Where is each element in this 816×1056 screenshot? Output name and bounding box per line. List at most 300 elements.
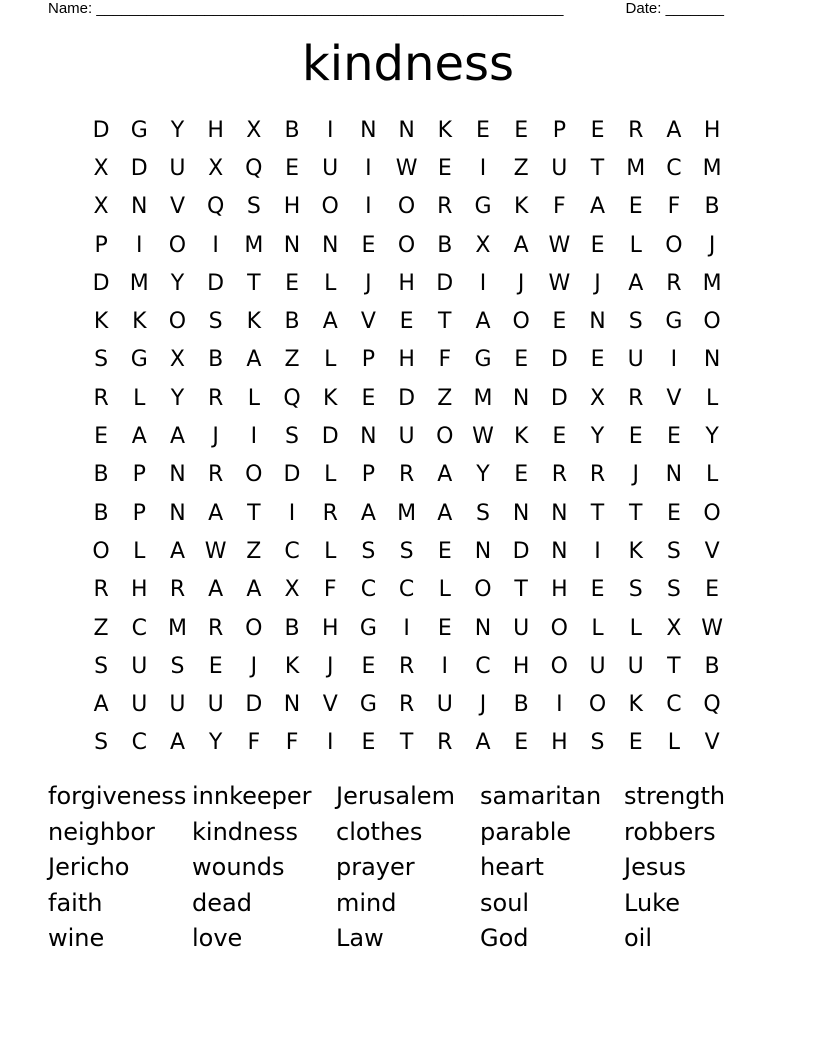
grid-letter[interactable]: E [705,577,720,603]
grid-letter[interactable]: M [473,385,493,411]
grid-letter[interactable]: E [437,155,452,181]
grid-letter[interactable]: X [475,232,491,258]
grid-letter[interactable]: Z [93,615,109,641]
grid-letter[interactable]: G [474,194,492,220]
grid-letter[interactable]: O [588,692,607,718]
grid-letter[interactable]: F [553,194,566,220]
grid-letter[interactable]: E [361,385,376,411]
grid-letter[interactable]: Y [476,462,490,488]
grid-letter[interactable]: H [398,270,415,296]
grid-letter[interactable]: U [627,653,644,679]
word-list-item: clothes [336,817,423,846]
grid-letter[interactable]: Q [206,194,225,220]
grid-letter[interactable]: N [703,347,721,373]
grid-letter[interactable]: N [665,462,683,488]
grid-letter[interactable]: I [365,194,372,220]
grid-letter[interactable]: S [170,653,185,679]
grid-letter[interactable]: B [704,194,720,220]
grid-letter[interactable]: J [708,232,716,258]
grid-letter[interactable]: G [359,692,377,718]
grid-letter[interactable]: Y [170,385,185,411]
grid-letter[interactable]: K [437,117,452,143]
grid-letter[interactable]: L [705,385,719,411]
grid-letter[interactable]: E [514,347,529,373]
grid-letter[interactable]: E [590,117,605,143]
grid-letter[interactable]: T [247,270,261,296]
grid-letter[interactable]: E [361,653,376,679]
grid-letter[interactable]: E [666,500,681,526]
word-list-item: Law [336,924,384,952]
grid-letter[interactable]: J [326,653,334,679]
word-list-item: strength [624,782,726,810]
grid-letter[interactable]: I [403,615,410,641]
grid-letter[interactable]: R [551,462,567,488]
grid-letter[interactable]: A [666,117,682,143]
grid-letter[interactable]: O [512,309,530,335]
grid-letter[interactable]: T [628,500,643,526]
grid-letter[interactable]: D [550,347,568,373]
grid-letter[interactable]: I [136,232,143,258]
grid-letter[interactable]: T [247,500,261,526]
grid-letter[interactable]: K [246,309,262,335]
grid-letter[interactable]: E [208,653,223,679]
grid-letter[interactable]: R [93,577,109,603]
grid-letter[interactable]: P [132,462,146,488]
grid-letter[interactable]: O [665,232,683,258]
grid-letter[interactable]: R [398,462,415,488]
grid-letter[interactable]: L [705,462,719,488]
grid-letter[interactable]: M [244,232,264,258]
grid-letter[interactable]: V [360,309,376,335]
grid-letter[interactable]: O [168,309,187,335]
grid-letter[interactable]: T [514,577,528,603]
grid-letter[interactable]: N [321,232,339,258]
grid-letter[interactable]: K [132,309,147,335]
grid-letter[interactable]: L [324,347,337,373]
grid-letter[interactable]: X [93,194,109,220]
grid-letter[interactable]: W [395,155,418,181]
word-list [48,779,768,957]
grid-letter[interactable]: T [667,653,681,679]
grid-letter[interactable]: R [208,462,224,488]
grid-letter[interactable]: I [479,155,487,181]
grid-letter[interactable]: F [247,730,261,756]
grid-letter[interactable]: N [512,500,530,526]
grid-letter[interactable]: C [131,615,147,641]
grid-letter[interactable]: A [513,232,529,258]
grid-letter[interactable]: V [704,538,720,564]
grid-letter[interactable]: J [212,424,219,450]
grid-letter[interactable]: O [245,462,263,488]
grid-letter[interactable]: E [514,730,529,756]
grid-letter[interactable]: T [438,309,452,335]
grid-letter[interactable]: N [474,615,492,641]
grid-letter[interactable]: E [437,615,452,641]
grid-letter[interactable]: C [131,730,147,756]
grid-letter[interactable]: D [398,385,416,411]
grid-letter[interactable]: Y [170,270,185,296]
grid-letter[interactable]: D [283,462,301,488]
grid-letter[interactable]: W [204,538,227,564]
grid-letter[interactable]: V [169,194,185,220]
grid-letter[interactable]: R [322,500,338,526]
grid-letter[interactable]: J [250,653,258,679]
grid-letter[interactable]: A [169,538,185,564]
grid-letter[interactable]: R [208,615,224,641]
grid-letter[interactable]: N [589,309,606,335]
word-list-item: mind [336,888,397,917]
grid-letter[interactable]: S [590,730,605,756]
grid-letter[interactable]: A [475,730,491,756]
grid-letter[interactable]: G [359,615,377,641]
grid-letter[interactable]: U [131,692,148,718]
grid-letter[interactable]: P [94,232,108,258]
word-list-item: robbers [624,817,716,846]
grid-letter[interactable]: S [94,653,109,679]
grid-letter[interactable]: K [628,692,643,718]
grid-letter[interactable]: Q [283,385,301,411]
grid-letter[interactable]: H [551,577,568,603]
grid-letter[interactable]: M [129,270,149,296]
grid-letter[interactable]: Y [590,424,605,450]
grid-letter[interactable]: A [169,730,185,756]
grid-letter[interactable]: X [666,615,682,641]
grid-letter[interactable]: N [551,538,568,564]
grid-letter[interactable]: D [92,117,110,143]
grid-letter[interactable]: N [474,538,492,564]
grid-letter[interactable]: W [548,232,571,258]
grid-letter[interactable]: A [131,424,147,450]
grid-letter[interactable]: K [513,194,529,220]
grid-letter[interactable]: U [436,692,453,718]
grid-letter[interactable]: E [628,194,643,220]
grid-letter[interactable]: I [556,692,563,718]
grid-letter[interactable]: U [322,155,339,181]
grid-letter[interactable]: W [472,424,494,450]
grid-letter[interactable]: F [667,194,681,220]
grid-letter[interactable]: O [550,653,568,679]
grid-letter[interactable]: S [628,309,643,335]
grid-letter[interactable]: N [283,232,301,258]
grid-letter[interactable]: D [245,692,263,718]
grid-letter[interactable]: O [397,194,416,220]
word-list-item: neighbor [48,817,155,846]
grid-letter[interactable]: R [628,385,644,411]
grid-letter[interactable]: L [324,538,337,564]
header-fields [48,0,748,18]
grid-letter[interactable]: O [321,194,339,220]
grid-letter[interactable]: R [437,730,453,756]
grid-letter[interactable]: Q [245,155,263,181]
grid-letter[interactable]: S [94,730,109,756]
grid-letter[interactable]: E [361,232,376,258]
grid-letter[interactable]: P [361,462,376,488]
grid-letter[interactable]: H [703,117,721,143]
grid-letter[interactable]: E [476,117,490,143]
grid-letter[interactable]: E [361,730,376,756]
grid-letter[interactable]: O [397,232,416,258]
grid-letter[interactable]: E [94,424,109,450]
grid-letter[interactable]: L [667,730,681,756]
grid-letter[interactable]: L [324,462,337,488]
grid-letter[interactable]: S [246,194,261,220]
grid-letter[interactable]: Z [284,347,300,373]
grid-letter[interactable]: A [169,424,185,450]
grid-letter[interactable]: U [131,653,148,679]
grid-letter[interactable]: G [474,347,492,373]
grid-letter[interactable]: D [130,155,148,181]
grid-letter[interactable]: M [397,500,417,526]
grid-letter[interactable]: X [589,385,606,411]
grid-letter[interactable]: Q [703,692,721,718]
grid-letter[interactable]: O [168,232,187,258]
grid-letter[interactable]: A [590,194,606,220]
grid-letter[interactable]: F [438,347,452,373]
grid-letter[interactable]: M [702,270,722,296]
grid-letter[interactable]: U [627,347,644,373]
grid-letter[interactable]: S [285,424,300,450]
grid-letter[interactable]: E [514,117,529,143]
grid-letter[interactable]: N [360,117,377,143]
grid-letter[interactable]: M [167,615,187,641]
grid-letter[interactable]: V [666,385,682,411]
grid-letter[interactable]: Z [246,538,262,564]
grid-letter[interactable]: I [479,270,487,296]
grid-letter[interactable]: B [437,232,453,258]
grid-letter[interactable]: J [365,270,372,296]
grid-letter[interactable]: H [131,577,148,603]
grid-letter[interactable]: S [628,577,643,603]
grid-letter[interactable]: H [398,347,415,373]
grid-letter[interactable]: W [548,270,571,296]
grid-letter[interactable]: K [93,309,109,335]
grid-letter[interactable]: A [475,309,491,335]
grid-letter[interactable]: X [208,155,224,181]
grid-letter[interactable]: P [552,117,566,143]
grid-letter[interactable]: L [133,385,146,411]
grid-letter[interactable]: T [590,500,605,526]
grid-letter[interactable]: X [93,155,109,181]
grid-letter[interactable]: N [169,500,186,526]
grid-letter[interactable]: R [398,653,415,679]
word-list-item: prayer [336,853,415,881]
grid-letter[interactable]: D [92,270,110,296]
grid-letter[interactable]: D [321,424,339,450]
grid-letter[interactable]: N [131,194,148,220]
grid-letter[interactable]: K [284,653,300,679]
grid-letter[interactable]: W [701,615,723,641]
grid-letter[interactable]: R [93,385,109,411]
grid-letter[interactable]: T [399,730,414,756]
grid-letter[interactable]: C [398,577,415,603]
grid-letter[interactable]: L [247,385,260,411]
grid-letter[interactable]: U [169,155,186,181]
grid-letter[interactable]: R [437,194,453,220]
grid-letter[interactable]: D [512,538,530,564]
grid-letter[interactable]: E [628,730,643,756]
grid-letter[interactable]: J [632,462,639,488]
grid-letter[interactable]: D [207,270,225,296]
grid-letter[interactable]: X [246,117,262,143]
grid-letter[interactable]: L [629,232,642,258]
grid-letter[interactable]: O [703,309,721,335]
grid-letter[interactable]: A [246,347,262,373]
grid-letter[interactable]: E [666,424,681,450]
grid-letter[interactable]: U [169,692,186,718]
grid-letter[interactable]: P [361,347,376,373]
grid-letter[interactable]: K [513,424,529,450]
grid-letter[interactable]: S [475,500,490,526]
grid-letter[interactable]: O [245,615,263,641]
grid-letter[interactable]: C [666,155,682,181]
grid-letter[interactable]: A [208,500,224,526]
grid-letter[interactable]: S [361,538,376,564]
grid-letter[interactable]: O [474,577,492,603]
grid-letter[interactable]: C [475,653,491,679]
grid-letter[interactable]: X [169,347,185,373]
grid-letter[interactable]: R [589,462,606,488]
grid-letter[interactable]: D [436,270,454,296]
grid-letter[interactable]: L [591,615,604,641]
grid-letter[interactable]: U [207,692,224,718]
grid-letter[interactable]: I [288,500,296,526]
grid-letter[interactable]: A [628,270,644,296]
grid-letter[interactable]: N [512,385,530,411]
grid-letter[interactable]: L [324,270,337,296]
grid-letter[interactable]: Y [208,730,223,756]
grid-letter[interactable]: J [479,692,487,718]
grid-letter[interactable]: R [208,385,224,411]
grid-letter[interactable]: H [321,615,339,641]
grid-letter[interactable]: O [436,424,454,450]
grid-letter[interactable]: O [703,500,721,526]
grid-letter[interactable]: A [208,577,224,603]
grid-letter[interactable]: I [326,117,334,143]
grid-letter[interactable]: C [360,577,377,603]
grid-letter[interactable]: E [590,577,605,603]
grid-letter[interactable]: L [438,577,451,603]
grid-letter[interactable]: E [399,309,414,335]
grid-letter[interactable]: G [130,117,148,143]
grid-letter[interactable]: B [704,653,720,679]
grid-letter[interactable]: Y [705,424,719,450]
grid-letter[interactable]: G [665,309,683,335]
grid-letter[interactable]: E [514,462,529,488]
grid-letter[interactable]: E [552,424,567,450]
grid-letter[interactable]: Y [170,117,185,143]
grid-letter[interactable]: E [590,347,605,373]
grid-letter[interactable]: V [322,692,338,718]
grid-letter[interactable]: M [702,155,722,181]
grid-letter[interactable]: X [284,577,300,603]
grid-letter[interactable]: F [323,577,337,603]
grid-letter[interactable]: G [130,347,148,373]
word-list-item: samaritan [480,782,602,810]
grid-letter[interactable]: F [285,730,299,756]
grid-letter[interactable]: R [666,270,682,296]
grid-letter[interactable]: N [398,117,415,143]
grid-letter[interactable]: K [628,538,643,564]
grid-letter[interactable]: A [360,500,376,526]
grid-letter[interactable]: A [246,577,262,603]
grid-letter[interactable]: S [399,538,414,564]
grid-letter[interactable]: R [628,117,644,143]
grid-letter[interactable]: A [437,462,453,488]
grid-letter[interactable]: N [169,462,186,488]
grid-letter[interactable]: R [169,577,186,603]
grid-letter[interactable]: Z [513,155,529,181]
grid-letter[interactable]: K [323,385,338,411]
grid-letter[interactable]: I [670,347,678,373]
grid-letter[interactable]: U [398,424,415,450]
grid-letter[interactable]: J [517,270,525,296]
grid-letter[interactable]: E [285,270,299,296]
grid-letter[interactable]: H [512,653,530,679]
grid-letter[interactable]: N [283,692,301,718]
grid-letter[interactable]: I [365,155,372,181]
grid-letter[interactable]: O [550,615,568,641]
grid-letter[interactable]: J [594,270,601,296]
grid-letter[interactable]: E [590,232,605,258]
grid-letter[interactable]: U [551,155,568,181]
grid-letter[interactable]: H [551,730,568,756]
grid-letter[interactable]: S [208,309,223,335]
grid-letter[interactable]: I [250,424,258,450]
grid-letter[interactable]: L [629,615,642,641]
grid-letter[interactable]: B [93,500,109,526]
grid-letter[interactable]: H [283,194,301,220]
grid-letter[interactable]: A [93,692,109,718]
grid-letter[interactable]: I [594,538,601,564]
grid-letter[interactable]: R [398,692,415,718]
grid-letter[interactable]: B [208,347,224,373]
grid-letter[interactable]: M [626,155,646,181]
grid-letter[interactable]: I [212,232,219,258]
grid-letter[interactable]: E [628,424,643,450]
grid-letter[interactable]: Z [437,385,453,411]
grid-letter[interactable]: U [589,653,606,679]
grid-letter[interactable]: U [513,615,530,641]
grid-letter[interactable]: S [666,577,681,603]
grid-letter[interactable]: B [284,117,300,143]
grid-letter[interactable]: I [326,730,334,756]
grid-letter[interactable]: O [92,538,110,564]
grid-letter[interactable]: E [552,309,567,335]
grid-letter[interactable]: V [704,730,720,756]
grid-letter[interactable]: A [322,309,338,335]
grid-letter[interactable]: B [93,462,109,488]
grid-letter[interactable]: C [666,692,682,718]
grid-letter[interactable]: B [284,309,300,335]
grid-letter[interactable]: C [284,538,300,564]
grid-letter[interactable]: T [590,155,605,181]
grid-letter[interactable]: N [551,500,568,526]
grid-letter[interactable]: P [132,500,146,526]
word-list-item: kindness [192,817,298,846]
grid-letter[interactable]: N [360,424,377,450]
grid-letter[interactable]: I [441,653,449,679]
grid-letter[interactable]: S [94,347,109,373]
grid-letter[interactable]: B [284,615,300,641]
grid-letter[interactable]: D [550,385,568,411]
grid-letter[interactable]: H [207,117,224,143]
grid-letter[interactable]: S [666,538,681,564]
grid-letter[interactable]: E [285,155,299,181]
grid-letter[interactable]: A [437,500,453,526]
grid-letter[interactable]: L [133,538,146,564]
grid-letter[interactable]: B [513,692,529,718]
grid-letter[interactable]: E [437,538,452,564]
